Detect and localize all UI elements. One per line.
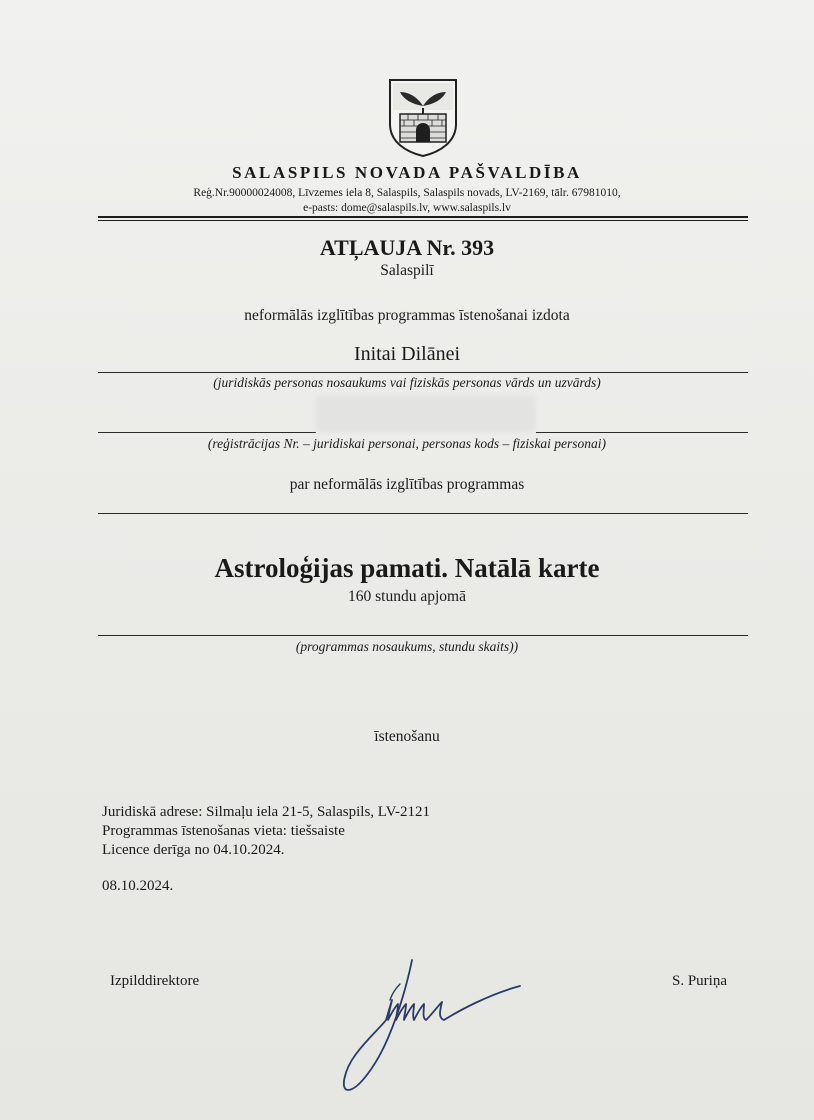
legal-address: Juridiskā adrese: Silmaļu iela 21-5, Salaspils, LV-2121 <box>102 804 431 820</box>
program-hours: 160 stundu apjomā <box>348 588 466 605</box>
redacted-personal-code <box>316 396 536 432</box>
about-text: par neformālās izglītības programmas <box>289 476 525 493</box>
id-underline-left <box>98 432 316 433</box>
recipient-name-underline <box>98 372 748 373</box>
program-underline <box>98 635 748 636</box>
about-underline <box>98 513 748 514</box>
details-block <box>102 803 430 860</box>
program-caption: (programmas nosaukums, stundu skaits)) <box>295 639 519 654</box>
signer-name: S. Puriņa <box>672 973 728 989</box>
implementation-text: īstenošanu <box>374 728 440 745</box>
header-divider-thick <box>98 216 748 218</box>
id-underline-right <box>536 432 748 433</box>
license-validity: Licence derīga no 04.10.2024. <box>102 842 285 858</box>
municipality-contacts: e-pasts: dome@salaspils.lv, www.salaspils.lv <box>303 202 511 214</box>
issue-place: Salaspilī <box>380 262 434 279</box>
signer-title: Izpilddirektore <box>110 973 200 989</box>
coat-of-arms-icon <box>388 78 458 158</box>
id-caption: (reģistrācijas Nr. – juridiskai personai, personas kods – fiziskai personai) <box>207 436 607 451</box>
document-date: 08.10.2024. <box>102 878 174 894</box>
recipient-caption: (juridiskās personas nosaukums vai fiziskās personas vārds un uzvārds) <box>213 375 601 390</box>
municipality-address: Reģ.Nr.90000024008, Līvzemes iela 8, Salaspils, Salaspils novads, LV-2169, tālr. 67981010, <box>193 187 621 199</box>
header-divider-thin <box>98 220 748 221</box>
program-name: Astroloģijas pamati. Natālā karte <box>214 553 600 583</box>
program-location: Programmas īstenošanas vieta: tiešsaiste <box>102 823 345 839</box>
recipient-name: Initai Dilānei <box>353 343 461 365</box>
handwritten-signature <box>330 950 530 1100</box>
document-title: ATĻAUJA Nr. 393 <box>319 235 495 260</box>
municipality-name: SALASPILS NOVADA PAŠVALDĪBA <box>232 163 582 182</box>
issued-for-text: neformālās izglītības programmas īstenošanai izdota <box>244 307 570 324</box>
